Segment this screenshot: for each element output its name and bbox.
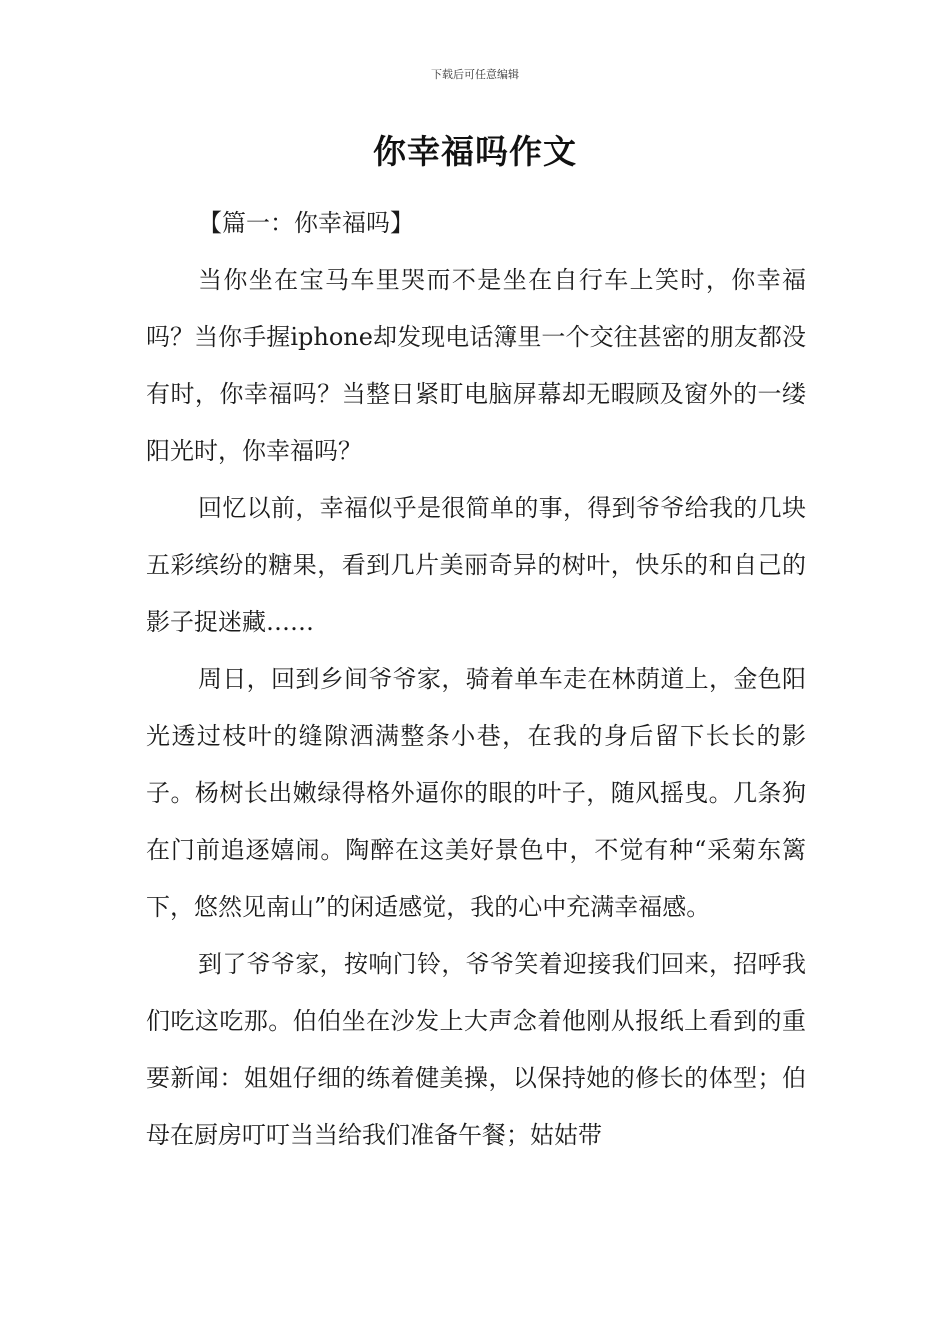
document-body <box>146 195 806 1164</box>
page-header-note: 下载后可任意编辑 <box>431 68 519 81</box>
paragraph-4: 到了爷爷家，按响门铃，爷爷笑着迎接我们回来，招呼我们吃这吃那。伯伯坐在沙发上大声念着他刚从报纸上看到的重要新闻：姐姐仔细的练着健美操，以保持她的修长的体型；伯母在厨房叮叮当当给我们准备午餐；姑姑带 <box>146 950 806 1149</box>
document-title: 你幸福吗作文 <box>373 132 577 171</box>
paragraph-3: 周日，回到乡间爷爷家，骑着单车走在林荫道上，金色阳光透过枝叶的缝隙洒满整条小巷，在我的身后留下长长的影子。杨树长出嫩绿得格外逼你的眼的叶子，随风摇曳。几条狗在门前追逐嬉闹。陶醉在这美好景色中，不觉有种“采菊东篱下，悠然见南山”的闲适感觉，我的心中充满幸福感。 <box>146 665 806 921</box>
paragraph-1: 当你坐在宝马车里哭而不是坐在自行车上笑时，你幸福吗？当你手握iphone却发现电话簿里一个交往甚密的朋友都没有时，你幸福吗？当整日紧盯电脑屏幕却无暇顾及窗外的一缕阳光时，你幸福吗？ <box>146 266 806 465</box>
paragraph-2: 回忆以前，幸福似乎是很简单的事，得到爷爷给我的几块五彩缤纷的糖果，看到几片美丽奇异的树叶，快乐的和自己的影子捉迷藏…… <box>146 494 806 636</box>
section-heading: 【篇一：你幸福吗】 <box>198 209 414 237</box>
